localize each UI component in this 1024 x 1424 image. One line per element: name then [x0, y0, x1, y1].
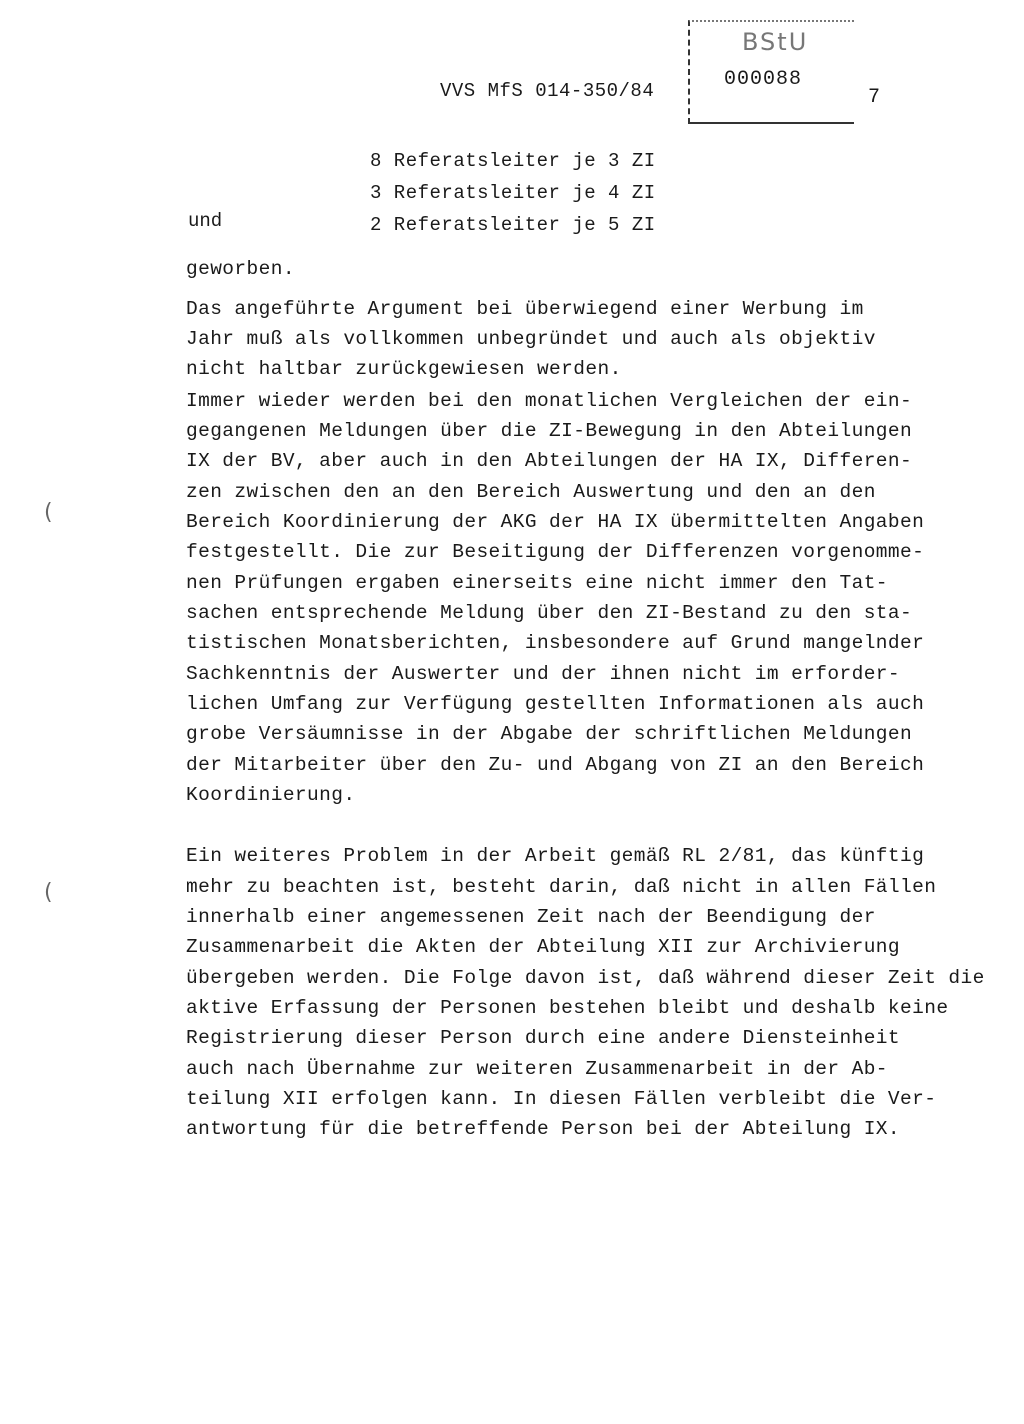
- paragraph-line: Jahr muß als vollkommen unbegründet und auch als objektiv: [186, 328, 876, 350]
- paragraph-line: geworben.: [186, 258, 295, 280]
- paragraph-line: auch nach Übernahme zur weiteren Zusammenarbeit in der Ab-: [186, 1058, 888, 1080]
- paragraph-line: der Mitarbeiter über den Zu- und Abgang von ZI an den Bereich: [186, 754, 925, 776]
- paragraph-line: Koordinierung.: [186, 784, 356, 806]
- paragraph-line: gegangenen Meldungen über die ZI-Bewegung in den Abteilungen: [186, 420, 913, 442]
- paragraph-line: zen zwischen den an den Bereich Auswertung und den an den: [186, 481, 876, 503]
- paragraph-line: aktive Erfassung der Personen bestehen bleibt und deshalb keine: [186, 997, 949, 1019]
- referatsleiter-line: 2 Referatsleiter je 5 ZI: [370, 214, 656, 236]
- archive-stamp: [688, 20, 854, 124]
- paragraph-line: antwortung für die betreffende Person bei der Abteilung IX.: [186, 1118, 901, 1140]
- paragraph-line: Bereich Koordinierung der AKG der HA IX übermittelten Angaben: [186, 511, 925, 533]
- margin-mark: (: [44, 500, 53, 525]
- referatsleiter-line: 8 Referatsleiter je 3 ZI: [370, 150, 656, 172]
- paragraph-line: innerhalb einer angemessenen Zeit nach der Beendigung der: [186, 906, 876, 928]
- paragraph-line: tistischen Monatsberichten, insbesondere auf Grund mangelnder: [186, 632, 925, 654]
- paragraph-line: Das angeführte Argument bei überwiegend einer Werbung im: [186, 298, 864, 320]
- document-reference: VVS MfS 014-350/84: [440, 80, 655, 102]
- paragraph-line: Sachkenntnis der Auswerter und der ihnen nicht im erforder-: [186, 663, 901, 685]
- paragraph-line: Zusammenarbeit die Akten der Abteilung XII zur Archivierung: [186, 936, 901, 958]
- conjunction-und: und: [188, 210, 223, 232]
- paragraph-line: sachen entsprechende Meldung über den ZI-Bestand zu den sta-: [186, 602, 913, 624]
- paragraph-line: mehr zu beachten ist, besteht darin, daß nicht in allen Fällen: [186, 876, 937, 898]
- paragraph-line: lichen Umfang zur Verfügung gestellten Informationen als auch: [186, 693, 925, 715]
- referatsleiter-line: 3 Referatsleiter je 4 ZI: [370, 182, 656, 204]
- paragraph-line: Immer wieder werden bei den monatlichen Vergleichen der ein-: [186, 390, 913, 412]
- paragraph-line: Ein weiteres Problem in der Arbeit gemäß RL 2/81, das künftig: [186, 845, 925, 867]
- paragraph-line: IX der BV, aber auch in den Abteilungen der HA IX, Differen-: [186, 450, 913, 472]
- paragraph-line: grobe Versäumnisse in der Abgabe der schriftlichen Meldungen: [186, 723, 913, 745]
- paragraph-line: übergeben werden. Die Folge davon ist, daß während dieser Zeit die: [186, 967, 985, 989]
- paragraph-line: nen Prüfungen ergaben einerseits eine nicht immer den Tat-: [186, 572, 888, 594]
- paragraph-line: Registrierung dieser Person durch eine andere Diensteinheit: [186, 1027, 901, 1049]
- paragraph-line: nicht haltbar zurückgewiesen werden.: [186, 358, 622, 380]
- stamp-title: BStU: [742, 28, 809, 56]
- paragraph-line: festgestellt. Die zur Beseitigung der Differenzen vorgenomme-: [186, 541, 925, 563]
- stamp-number: 000088: [724, 68, 803, 91]
- paragraph-line: teilung XII erfolgen kann. In diesen Fällen verbleibt die Ver-: [186, 1088, 937, 1110]
- margin-mark: (: [44, 880, 53, 905]
- page-number: 7: [868, 86, 881, 109]
